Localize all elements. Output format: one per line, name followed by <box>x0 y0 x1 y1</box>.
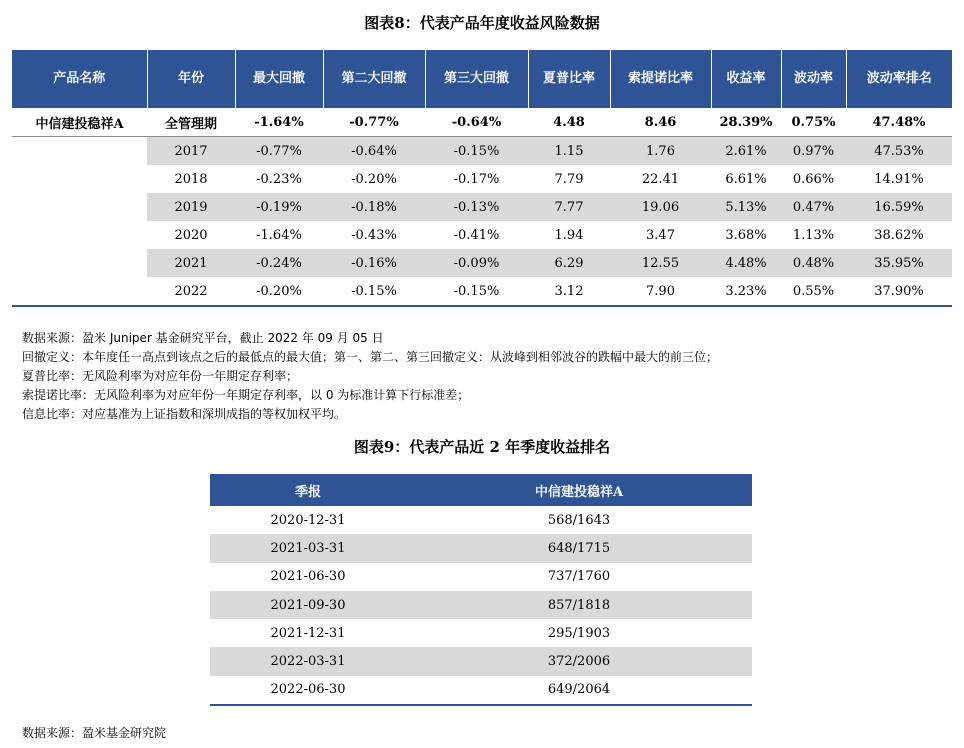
table-cell: 295/1903 <box>547 625 611 641</box>
table-cell: 28.39% <box>711 108 781 137</box>
info-ratio-definition-note: 信息比率：对应基准为上证指数和深圳成指的等权加权平均。 <box>22 407 347 421</box>
table-cell: 中信建投稳祥A <box>12 108 147 137</box>
table-cell: 0.48% <box>781 249 846 277</box>
table-cell: -0.20% <box>235 277 323 306</box>
table-cell-empty <box>12 193 147 221</box>
table-cell: 7.79 <box>554 171 584 187</box>
col-header-second-drawdown: 第二大回撤 <box>323 50 425 108</box>
sharpe-definition-note: 夏普比率：无风险利率为对应年份一年期定存利率； <box>22 369 299 383</box>
table-cell: 3.23% <box>711 277 781 306</box>
col-header-third-drawdown: 第三大回撤 <box>425 50 528 108</box>
table-cell-empty <box>12 221 147 249</box>
table-cell: 4.48 <box>528 108 610 137</box>
col-header-sortino: 索提诺比率 <box>610 50 711 108</box>
table-cell: -0.64% <box>425 108 528 137</box>
table-cell: 1.94 <box>554 227 584 243</box>
table-cell: -0.77% <box>235 137 323 166</box>
table-cell: 12.55 <box>610 249 711 277</box>
table-cell: 16.59% <box>846 193 952 221</box>
table-cell: 47.48% <box>846 108 952 137</box>
table-row <box>210 619 752 647</box>
figure9-title: 图表9：代表产品近 2 年季度收益排名 <box>353 438 611 456</box>
table-row <box>12 137 952 166</box>
table-cell: 0.47% <box>781 193 846 221</box>
table-cell: 2021 <box>147 249 235 277</box>
table-cell: 2.61% <box>711 137 781 166</box>
table-cell: 0.66% <box>792 171 835 187</box>
annual-risk-return-table <box>12 50 952 307</box>
table-cell: -0.64% <box>323 137 425 166</box>
col-header-max-drawdown: 最大回撤 <box>235 50 323 108</box>
table-cell: 737/1760 <box>547 569 611 585</box>
source-note: 数据来源：盈米 Juniper 基金研究平台，截止 2022 年 09 月 05 日 <box>22 331 384 345</box>
table-cell: 2021-09-30 <box>210 591 406 619</box>
table-cell: 2022-03-31 <box>210 647 406 675</box>
table-cell: 2022 <box>147 277 235 306</box>
table-header-row <box>12 50 952 108</box>
table-cell: 0.97% <box>781 137 846 166</box>
table-cell: 7.90 <box>610 277 711 306</box>
drawdown-definition-note: 回撤定义：本年度任一高点到该点之后的最低点的最大值；第一、第二、第三回撤定义：从波峰到相邻波谷的跌幅中最大的前三位； <box>22 350 719 364</box>
table-cell: 35.95% <box>846 249 952 277</box>
table-cell: 0.75% <box>781 108 846 137</box>
col-header-sharpe: 夏普比率 <box>528 50 610 108</box>
table-row <box>210 647 752 675</box>
table-cell: 2020-12-31 <box>270 512 346 528</box>
col-header-product: 产品名称 <box>12 50 147 108</box>
table-cell: 2021-06-30 <box>270 569 346 585</box>
table-cell: 568/1643 <box>547 512 611 528</box>
table-cell-empty <box>12 165 147 193</box>
table-cell: -0.43% <box>351 227 397 243</box>
table-cell: 1.15 <box>528 137 610 166</box>
table-cell: 2018 <box>174 171 208 187</box>
table-row <box>12 193 952 221</box>
col-header-quarter: 季报 <box>210 474 406 506</box>
table-row <box>210 534 752 562</box>
table-cell: 2021-12-31 <box>270 625 346 641</box>
table-header-row <box>210 474 752 506</box>
figure8-notes <box>22 329 718 424</box>
table-cell: 22.41 <box>641 171 680 187</box>
table-row <box>210 591 752 619</box>
table-cell: -0.41% <box>453 227 500 243</box>
table-cell: -0.13% <box>425 193 528 221</box>
figure9-source-note: 数据来源：盈米基金研究院 <box>22 726 167 740</box>
table-cell: -0.15% <box>323 277 425 306</box>
table-cell: 2019 <box>147 193 235 221</box>
table-cell: 全管理期 <box>147 108 235 137</box>
col-header-volatility-rank: 波动率排名 <box>846 50 952 108</box>
table-cell-empty <box>12 137 147 166</box>
col-header-return: 收益率 <box>711 50 781 108</box>
table-cell: 2021-03-31 <box>210 534 406 562</box>
table-cell: -1.64% <box>256 227 302 243</box>
col-header-volatility: 波动率 <box>781 50 846 108</box>
table-row <box>12 277 952 306</box>
table-row <box>12 249 952 277</box>
table-cell: -0.23% <box>256 171 302 187</box>
table-cell: 38.62% <box>874 227 924 243</box>
table-cell: -0.09% <box>425 249 528 277</box>
table-cell: 37.90% <box>846 277 952 306</box>
table-row <box>210 506 752 534</box>
table-cell: 1.13% <box>792 227 835 243</box>
table-cell: -0.24% <box>235 249 323 277</box>
table-cell: -0.15% <box>425 277 528 306</box>
table-cell: 47.53% <box>846 137 952 166</box>
table-cell: 1.76 <box>610 137 711 166</box>
table-row <box>210 676 752 705</box>
table-cell: 6.61% <box>725 171 767 187</box>
table-cell: 8.46 <box>610 108 711 137</box>
table-cell: 5.13% <box>711 193 781 221</box>
table-cell: -0.17% <box>453 171 500 187</box>
table-cell: -0.16% <box>323 249 425 277</box>
col-header-year: 年份 <box>147 50 235 108</box>
sortino-definition-note: 索提诺比率：无风险利率为对应年份一年期定存利率，以 0 为标准计算下行标准差； <box>22 388 470 402</box>
table-cell: 2022-06-30 <box>210 676 406 705</box>
table-cell: 7.77 <box>528 193 610 221</box>
table-cell: -1.64% <box>235 108 323 137</box>
table-cell: 6.29 <box>528 249 610 277</box>
table-row <box>12 221 952 249</box>
table-cell: 2017 <box>147 137 235 166</box>
table-cell: 0.55% <box>781 277 846 306</box>
table-cell: 2020 <box>174 227 208 243</box>
col-header-product: 中信建投稳祥A <box>406 474 752 506</box>
table-cell: 3.12 <box>528 277 610 306</box>
table-row <box>12 165 952 193</box>
quarterly-ranking-table <box>210 474 752 706</box>
table-cell: 14.91% <box>874 171 924 187</box>
table-cell: -0.19% <box>235 193 323 221</box>
table-cell: 4.48% <box>711 249 781 277</box>
table-cell: 372/2006 <box>406 647 752 675</box>
table-cell: -0.20% <box>351 171 397 187</box>
table-cell: 648/1715 <box>406 534 752 562</box>
table-cell-empty <box>12 249 147 277</box>
table-cell: -0.15% <box>425 137 528 166</box>
table-cell: -0.18% <box>323 193 425 221</box>
figure8-title: 图表8：代表产品年度收益风险数据 <box>364 14 600 32</box>
table-cell: 3.47 <box>646 227 675 243</box>
table-cell: 19.06 <box>610 193 711 221</box>
table-cell: 857/1818 <box>406 591 752 619</box>
table-cell-empty <box>12 277 147 306</box>
table-cell: 3.68% <box>725 227 767 243</box>
table-row <box>210 563 752 591</box>
summary-row <box>12 108 952 137</box>
table-cell: 649/2064 <box>406 676 752 705</box>
table-cell: -0.77% <box>323 108 425 137</box>
